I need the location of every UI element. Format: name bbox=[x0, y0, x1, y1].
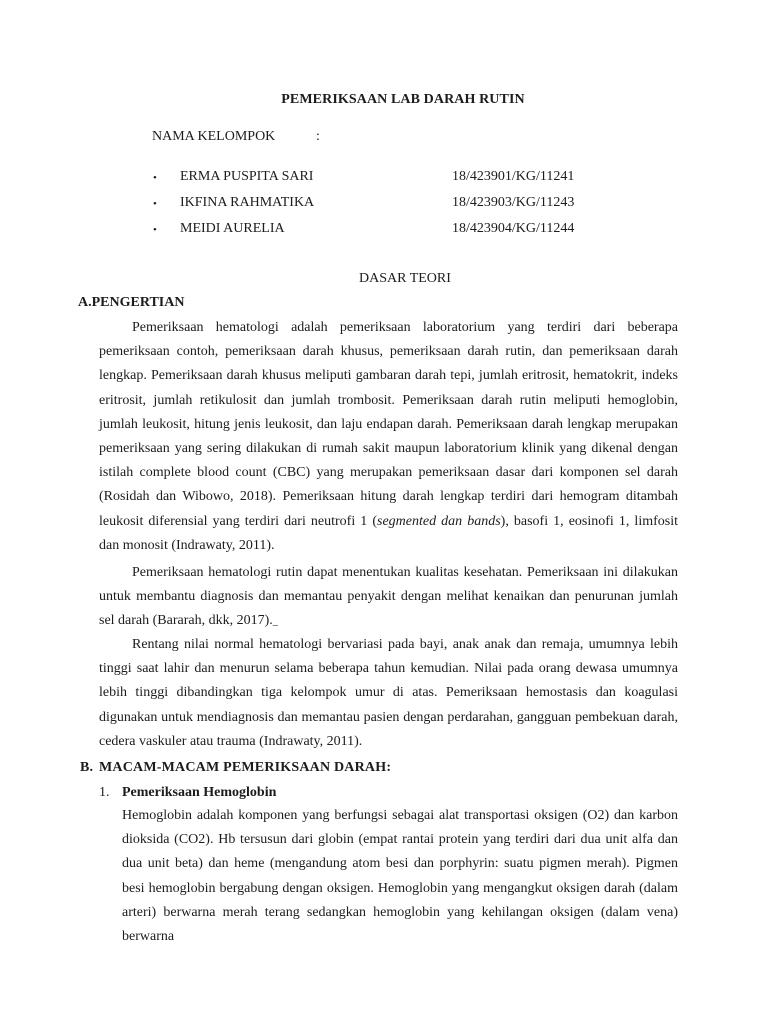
bullet-icon: • bbox=[153, 198, 157, 210]
section-title: DASAR TEORI bbox=[359, 271, 451, 286]
group-label: NAMA KELOMPOK bbox=[152, 129, 276, 144]
heading-macam-pemeriksaan: MACAM-MACAM PEMERIKSAAN DARAH: bbox=[99, 760, 392, 775]
paragraph-pengertian-3 bbox=[99, 633, 678, 754]
member-id: 18/423904/KG/11244 bbox=[452, 221, 575, 236]
document-title: PEMERIKSAAN LAB DARAH RUTIN bbox=[281, 92, 525, 107]
paragraph-text: Pemeriksaan hematologi rutin dapat menentukan kualitas kesehatan. Pemeriksaan ini dilakukan untuk membantu diagnosis dan memantau penyakit dengan melihat kenaikan dan penurunan jumlah sel darah (Bararah, dkk, 2017). bbox=[99, 565, 678, 629]
bullet-icon: • bbox=[153, 224, 157, 236]
paragraph-text: Hemoglobin adalah komponen yang berfungsi sebagai alat transportasi oksigen (O2) dan karbon dioksida (CO2). Hb tersusun dari globin (empat rantai protein yang terdiri dari dua unit alfa dan dua unit beta) dan heme (mengandung atom besi dan porphyrin: suatu pigmen merah). Pigmen besi hemoglobin bergabung dengan oksigen. Hemoglobin yang mengangkut oksigen darah (dalam arteri) berwarna merah terang sedangkan hemoglobin yang kehilangan oksigen (dalam vena) berwarna bbox=[122, 808, 678, 945]
member-id: 18/423903/KG/11243 bbox=[452, 195, 575, 210]
paragraph-text: Rentang nilai normal hematologi bervariasi pada bayi, anak anak dan remaja, umumnya lebih tinggi saat lahir dan menurun selama beberapa tahun kemudian. Nilai pada orang dewasa umumnya lebih tinggi dibandingkan tiga kelompok umur di atas. Pemeriksaan hemostasis dan koagulasi digunakan untuk mendiagnosis dan memantau pasien dengan perdarahan, gangguan pembekuan darah, cedera vaskuler atau trauma (Indrawaty, 2011). bbox=[99, 637, 678, 749]
group-colon: : bbox=[316, 129, 320, 144]
paragraph-text: Pemeriksaan hematologi adalah pemeriksaan laboratorium yang terdiri dari beberapa pemeriksaan contoh, pemeriksaan darah khusus, pemeriksaan darah rutin, dan pemeriksaan darah lengkap. Pemeriksaan darah khusus meliputi gambaran darah tepi, jumlah eritrosit, hematokrit, indeks eritrosit, jumlah retikulosit dan jumlah trombosit. Pemeriksaan darah rutin meliputi hemoglobin, jumlah leukosit, hitung jenis leukosit, dan laju endapan darah. Pemeriksaan darah lengkap merupakan pemeriksaan yang sering dilakukan di rumah sakit maupun laboratorium klinik yang dikenal dengan istilah complete blood count (CBC) yang merupakan pemeriksaan dasar dari komponen sel darah (Rosidah dan Wibowo, 2018). Pemeriksaan hitung darah lengkap terdiri dari hemogram ditambah leukosit diferensial yang terdiri dari neutrofi 1 ( bbox=[99, 320, 678, 529]
paragraph-pengertian-1 bbox=[99, 316, 678, 558]
member-name: ERMA PUSPITA SARI bbox=[180, 169, 314, 184]
member-name: IKFINA RAHMATIKA bbox=[180, 195, 315, 210]
subheading-hemoglobin: Pemeriksaan Hemoglobin bbox=[122, 785, 277, 800]
paragraph-mark: _ bbox=[272, 616, 278, 628]
bullet-icon: • bbox=[153, 172, 157, 184]
paragraph-text: ), basofi 1, eosinofi 1, limfosit dan monosit (Indrawaty, 2011). bbox=[99, 513, 678, 553]
paragraph-pengertian-2 bbox=[99, 561, 678, 635]
heading-b-marker: B. bbox=[80, 760, 94, 775]
subheading-marker: 1. bbox=[99, 785, 110, 800]
paragraph-italic: segmented dan bands bbox=[377, 513, 501, 529]
paragraph-hemoglobin bbox=[122, 804, 678, 949]
heading-pengertian: A.PENGERTIAN bbox=[78, 295, 185, 310]
member-id: 18/423901/KG/11241 bbox=[452, 169, 575, 184]
member-name: MEIDI AURELIA bbox=[180, 221, 285, 236]
